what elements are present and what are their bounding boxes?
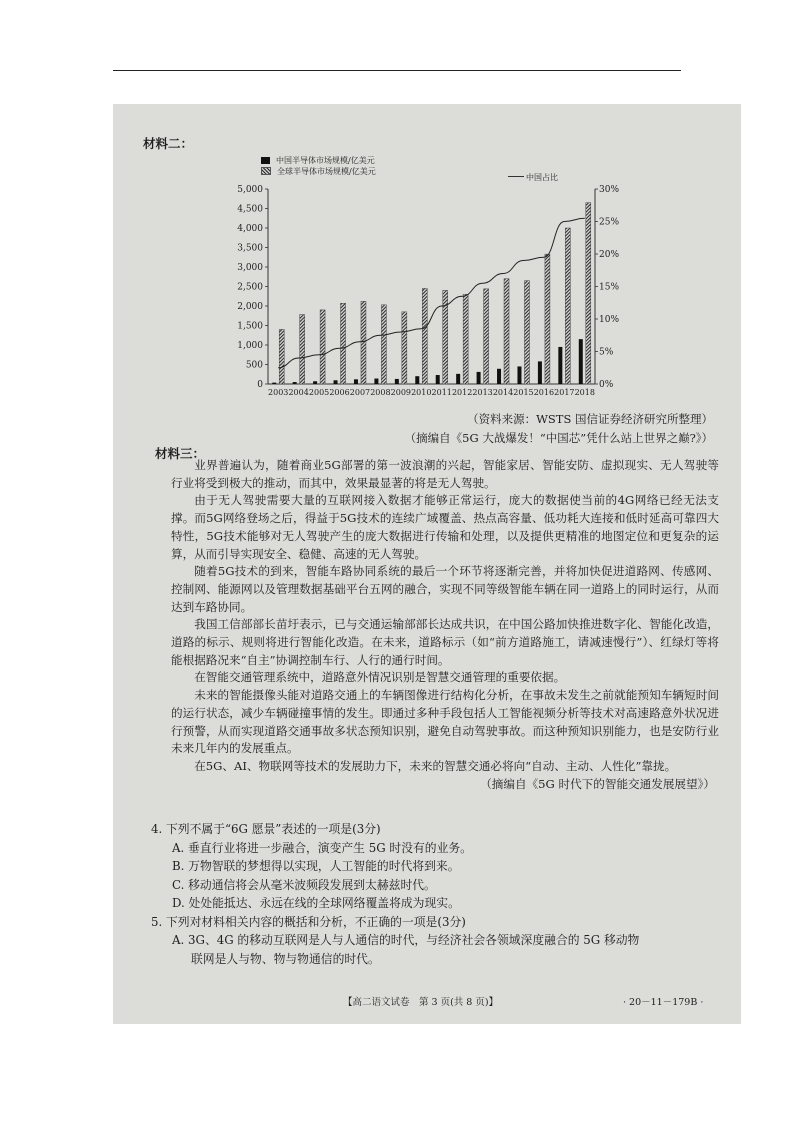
question-4-option-d: D. 处处能抵达、永远在线的全球网络覆盖将成为现实。	[172, 896, 460, 910]
paragraph: 业界普遍认为，随着商业5G部署的第一波浪潮的兴起，智能家居、智能安防、虚拟现实、无人驾驶等行业将受到极大的推动，而其中，效果最显著的将是无人驾驶。	[171, 458, 719, 490]
y2-tick-label: 10%	[599, 315, 620, 325]
bar-china	[497, 369, 501, 384]
bar-global	[402, 312, 407, 384]
y-tick-label: 4,500	[237, 204, 263, 215]
bar-china	[436, 375, 440, 384]
bar-global	[422, 288, 427, 384]
bar-global	[565, 228, 570, 384]
x-tick-label: 2008	[370, 388, 391, 397]
y-tick-label: 1,500	[237, 321, 263, 332]
bar-global	[361, 301, 366, 384]
question-4-option-b: B. 万物智联的梦想得以实现，人工智能的时代将到来。	[172, 859, 460, 873]
bar-china	[415, 376, 419, 384]
page-number: 【高二语文试卷 第 3 页(共 8 页)】	[343, 997, 499, 1008]
x-tick-label: 2012	[451, 388, 473, 397]
bar-global	[300, 315, 305, 384]
bar-global	[545, 254, 550, 384]
material3-title: 材料三：	[155, 446, 206, 461]
bar-global	[586, 203, 591, 384]
bar-global	[504, 279, 509, 384]
bar-global	[524, 281, 529, 384]
paragraph: 在5G、AI、物联网等技术的发展助力下，未来的智慧交通必将向“自动、主动、人性化”靠拢。	[194, 758, 677, 773]
bar-china	[395, 379, 399, 384]
y-tick-label: 0	[257, 380, 263, 390]
x-tick-label: 2017	[554, 388, 575, 397]
y2-tick-label: 0%	[599, 380, 614, 390]
question-5-option-a: A. 3G、4G 的移动互联网是人与人通信的时代，与经济社会各领域深度融合的 5G 移动物	[172, 933, 640, 947]
bar-global	[320, 310, 325, 384]
bar-china	[517, 366, 521, 384]
paragraph: 我国工信部部长苗圩表示，已与交通运输部部长达成共识，在中国公路加快推进数字化、智能化改造，道路的标示、规则将进行智能化改造。在未来，道路标示（如“前方道路施工，请减速慢行”）、红绿灯等将能根据路况来“自主”协调控制车行、人行的通行时间。	[171, 617, 719, 667]
legend-china-label: 中国半导体市场规模/亿美元	[276, 156, 375, 165]
bar-china	[477, 372, 481, 384]
bar-china	[334, 380, 338, 384]
y2-tick-label: 15%	[599, 282, 620, 293]
paragraph: 未来的智能摄像头能对道路交通上的车辆图像进行结构化分析，在事故未发生之前就能预知车辆短时间的运行状态，减少车辆碰撞事情的发生。即通过多种手段包括人工智能视频分析等技术对高速路意外状况进行预警，从而实现道路交通事故多状态预知识别，避免自动驾驶事故。而这种预知识别能力，也是安防行业未来几年内的发展重点。	[171, 688, 719, 756]
y2-tick-label: 30%	[599, 185, 620, 195]
y-tick-label: 2,500	[237, 282, 263, 293]
y-tick-label: 4,000	[237, 224, 263, 234]
bar-china	[354, 379, 358, 384]
y-tick-label: 2,000	[237, 302, 263, 312]
bar-china	[293, 382, 297, 384]
bar-china	[558, 347, 562, 384]
y-tick-label: 1,000	[237, 341, 263, 351]
y-tick-label: 3,000	[237, 263, 263, 273]
y-tick-label: 3,500	[237, 243, 263, 254]
question-5-option-a-cont: 联网是人与物、物与物通信的时代。	[191, 951, 380, 966]
question-4-option-a: A. 垂直行业将进一步融合，演变产生 5G 时没有的业务。	[172, 840, 472, 855]
bar-china	[374, 379, 378, 384]
x-tick-label: 2009	[390, 388, 412, 397]
x-tick-label: 2003	[268, 388, 289, 397]
bar-china	[313, 381, 317, 384]
material2-source: （资料来源：WSTS 国信证券经济研究所整理）	[467, 412, 713, 426]
question-5-stem: 5. 下列对材料相关内容的概括和分析，不正确的一项是(3分)	[151, 914, 466, 929]
material3-excerpt: （摘编自《5G 时代下的智能交通发展展望》）	[480, 776, 715, 791]
y-tick-label: 500	[245, 360, 263, 371]
questions	[151, 820, 721, 968]
question-4-stem: 4. 下列不属于“6G 愿景”表述的一项是(3分)	[151, 822, 381, 836]
bar-global	[381, 305, 386, 384]
bar-global	[463, 294, 468, 384]
y2-tick-label: 25%	[599, 217, 620, 228]
x-tick-label: 2015	[513, 388, 534, 397]
bar-china	[272, 383, 276, 384]
x-tick-label: 2014	[492, 388, 514, 397]
x-tick-label: 2013	[472, 388, 493, 397]
bar-china	[456, 374, 460, 384]
y-tick-label: 5,000	[237, 185, 263, 195]
x-tick-label: 2005	[308, 388, 330, 397]
y2-tick-label: 5%	[599, 347, 614, 358]
y2-tick-label: 20%	[599, 250, 620, 260]
bar-global	[341, 303, 346, 384]
legend-global-label: 全球半导体市场规模/亿美元	[277, 167, 376, 176]
legend-ratio-label: 中国占比	[526, 173, 558, 182]
x-tick-label: 2018	[574, 388, 595, 397]
x-tick-label: 2004	[288, 388, 309, 397]
paragraph: 随着5G技术的到来，智能车路协同系统的最后一个环节将逐渐完善，并将加快促进道路网、传感网、控制网、能源网以及管理数据基础平台五网的融合，实现不同等级智能车辆在同一道路上的同时运行，从而达到车路协同。	[171, 564, 719, 614]
bar-china	[538, 361, 542, 384]
question-4-option-c: C. 移动通信将会从毫米波频段发展到太赫兹时代。	[172, 877, 436, 892]
bar-global	[279, 329, 284, 384]
x-tick-label: 2016	[533, 388, 555, 397]
semiconductor-chart	[113, 104, 741, 404]
bar-china	[579, 339, 583, 384]
paragraph: 由于无人驾驶需要大量的互联网接入数据才能够正常运行，庞大的数据使当前的4G网络已经无法支撑。而5G网络登场之后，得益于5G技术的连续广域覆盖、热点高容量、低功耗大连接和低时延高可靠四大特性，5G技术能够对无人驾驶产生的庞大数据进行传输和处理，以及提供更精准的地图定位和更复杂的运算，从而引导实现安全、稳健、高速的无人驾驶。	[171, 493, 719, 561]
material3-body	[171, 457, 719, 793]
exam-code: · 20－11－179B ·	[623, 997, 704, 1008]
paragraph: 在智能交通管理系统中，道路意外情况识别是智慧交通管理的重要依据。	[194, 670, 566, 685]
x-tick-label: 2006	[329, 388, 350, 397]
exam-page	[113, 104, 741, 1024]
material2-title: 材料二：	[143, 136, 194, 151]
material2-excerpt: （摘编自《5G 大战爆发！“中国芯”凭什么站上世界之巅?》）	[404, 431, 713, 445]
x-tick-label: 2010	[411, 388, 432, 397]
x-tick-label: 2011	[431, 388, 452, 397]
top-rule	[113, 70, 681, 71]
x-tick-label: 2007	[349, 388, 371, 397]
bar-global	[484, 289, 489, 384]
